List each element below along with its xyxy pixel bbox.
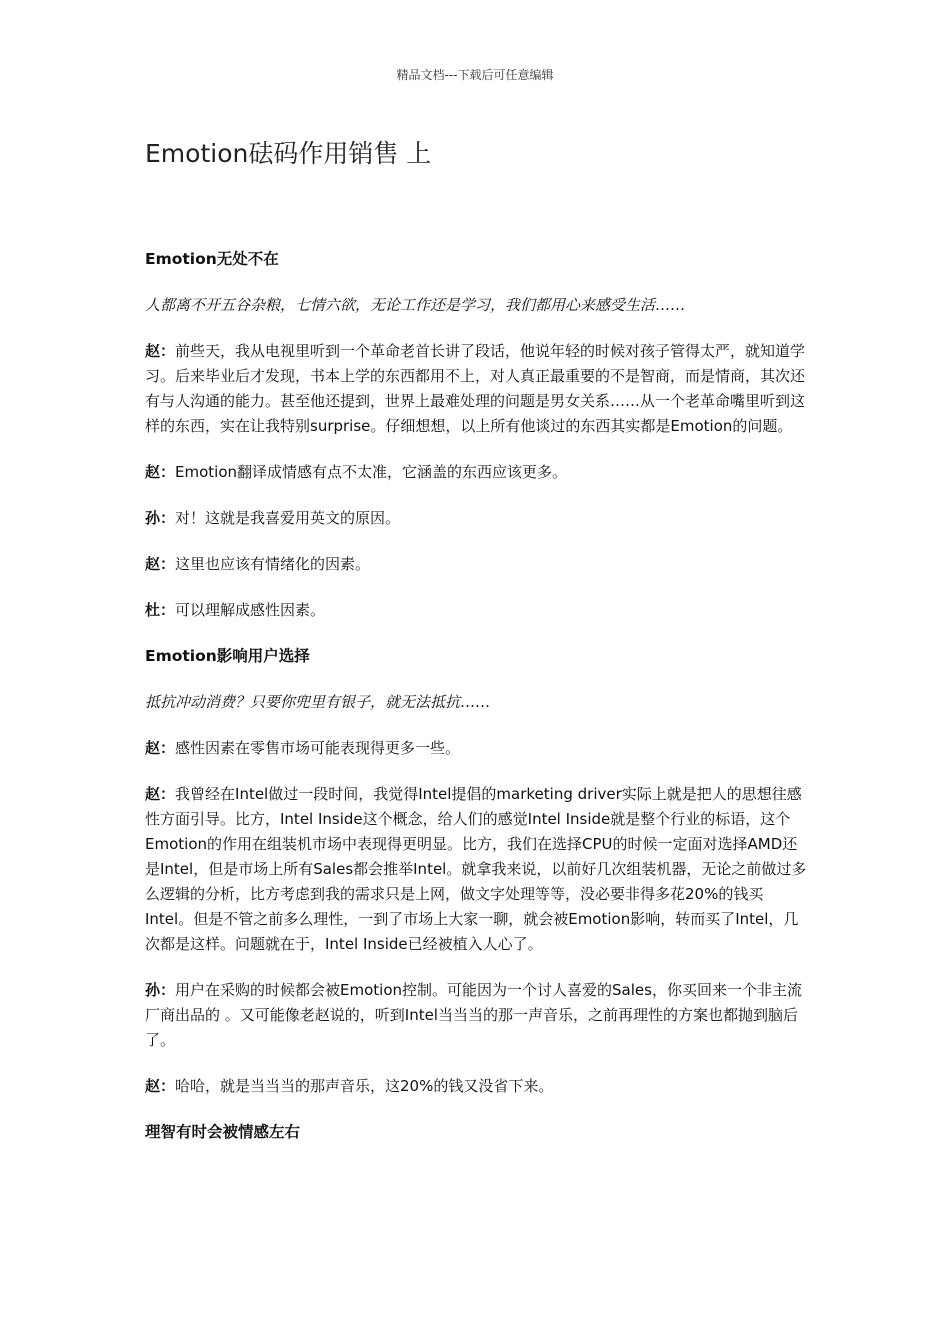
document-header-note: 精品文档---下载后可任意编辑 bbox=[396, 68, 554, 82]
dialogue-paragraph bbox=[145, 552, 810, 577]
dialogue-paragraph bbox=[145, 736, 810, 761]
paragraph-text: 用户在采购的时候都会被Emotion控制。可能因为一个讨人喜爱的Sales，你买回来一个非主流厂商出品的 。又可能像老赵说的，听到Intel当当当的那一声音乐，之前再理性的方案也都抛到脑后了。 bbox=[145, 981, 802, 1049]
dialogue-paragraph bbox=[145, 978, 810, 1053]
document-body bbox=[145, 247, 810, 1166]
dialogue-paragraph bbox=[145, 1074, 810, 1099]
section-heading: Emotion影响用户选择 bbox=[145, 647, 310, 665]
dialogue-paragraph bbox=[145, 506, 810, 531]
speaker-label: 孙： bbox=[145, 509, 176, 527]
speaker-label: 赵： bbox=[145, 342, 176, 360]
italic-quote: 人都离不开五谷杂粮，七情六欲，无论工作还是学习，我们都用心来感受生活…… bbox=[145, 296, 686, 314]
paragraph-text: 对！这就是我喜爱用英文的原因。 bbox=[175, 509, 401, 527]
speaker-label: 杜： bbox=[145, 601, 176, 619]
speaker-label: 赵： bbox=[145, 463, 176, 481]
dialogue-paragraph bbox=[145, 339, 810, 439]
italic-quote: 抵抗冲动消费？只要你兜里有银子，就无法抵抗…… bbox=[145, 693, 491, 711]
dialogue-paragraph bbox=[145, 460, 810, 485]
section-heading: 理智有时会被情感左右 bbox=[145, 1123, 301, 1141]
page-title: Emotion砝码作用销售 上 bbox=[145, 139, 432, 168]
dialogue-paragraph bbox=[145, 598, 810, 623]
speaker-label: 赵： bbox=[145, 1077, 176, 1095]
speaker-label: 孙： bbox=[145, 981, 176, 999]
speaker-label: 赵： bbox=[145, 555, 176, 573]
speaker-label: 赵： bbox=[145, 739, 176, 757]
dialogue-paragraph bbox=[145, 782, 810, 957]
paragraph-text: 感性因素在零售市场可能表现得更多一些。 bbox=[175, 739, 461, 757]
paragraph-text: 可以理解成感性因素。 bbox=[175, 601, 326, 619]
section-heading: Emotion无处不在 bbox=[145, 250, 279, 268]
paragraph-text: 这里也应该有情绪化的因素。 bbox=[175, 555, 371, 573]
paragraph-text: Emotion翻译成情感有点不太准，它涵盖的东西应该更多。 bbox=[175, 463, 568, 481]
paragraph-text: 前些天，我从电视里听到一个革命老首长讲了段话，他说年轻的时候对孩子管得太严，就知道学习。后来毕业后才发现，书本上学的东西都用不上，对人真正最重要的不是智商，而是情商，其次还有与人沟通的能力。甚至他还提到，世界上最难处理的问题是男女关系……从一个老革命嘴里听到这样的东西，实在让我特别surprise。仔细想想，以上所有他谈过的东西其实都是Emotion的问题。 bbox=[145, 342, 806, 435]
paragraph-text: 哈哈，就是当当当的那声音乐，这20%的钱又没省下来。 bbox=[175, 1077, 554, 1095]
speaker-label: 赵： bbox=[145, 785, 176, 803]
paragraph-text: 我曾经在Intel做过一段时间，我觉得Intel提倡的marketing driver实际上就是把人的思想往感性方面引导。比方，Intel Inside这个概念，给人们的感觉Intel Inside就是整个行业的标语，这个Emotion的作用在组装机市场中表现得更明显。比方，我们在选择CPU的时候一定面对选择AMD还是Intel，但是市场上所有Sales都会推举Intel。就拿我来说，以前好几次组装机器，无论之前做过多么逻辑的分析，比方考虑到我的需求只是上网，做文字处理等等，没必要非得多花20%的钱买Intel。但是不管之前多么理性，一到了市场上大家一聊，就会被Emotion影响，转而买了Intel，几次都是这样。问题就在于，Intel Inside已经被植入人心了。 bbox=[145, 785, 807, 953]
